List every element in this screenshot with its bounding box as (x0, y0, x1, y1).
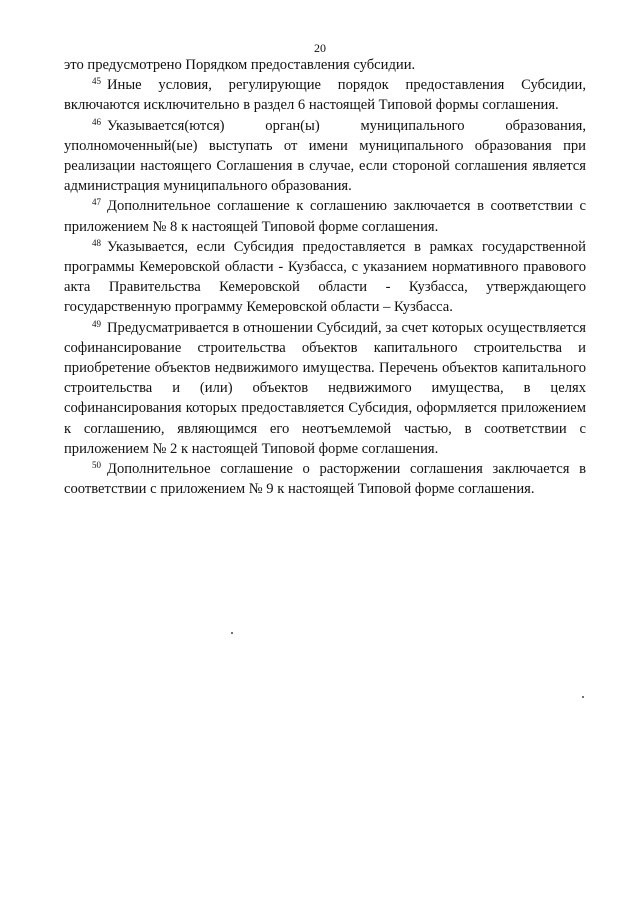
footnote-text: Иные условия, регулирующие порядок предоставления Субсидии, включаются исключительно в раздел 6 настоящей Типовой формы соглашения. (64, 77, 586, 114)
footnote-48 (64, 237, 586, 318)
scan-speck (582, 696, 584, 698)
footnote-text: Указывается, если Субсидия предоставляется в рамках государственной программы Кемеровской области - Кузбасса, с указанием нормативного правового акта Правительства Кемеровской области - Кузбасса, утверждающего государственную программу Кемеровской области – Кузбасса. (64, 238, 586, 316)
footnote-number: 48 (92, 237, 101, 248)
footnote-number: 50 (92, 460, 101, 471)
footnote-46 (64, 116, 586, 197)
footnote-text: Дополнительное соглашение к соглашению заключается в соответствии с приложением № 8 к настоящей Типовой форме соглашения. (64, 198, 586, 235)
footnotes-block (64, 55, 586, 499)
page-number: 20 (314, 41, 326, 55)
footnote-number: 47 (92, 197, 101, 208)
footnote-number: 45 (92, 76, 101, 87)
footnote-number: 46 (92, 116, 101, 127)
footnote-47 (64, 196, 586, 236)
scan-speck (231, 632, 233, 634)
footnote-45 (64, 75, 586, 115)
footnote-text: Указывается(ются) орган(ы) муниципального образования, уполномоченный(ые) выступать от имени муниципального образования при реализации настоящего Соглашения в случае, если стороной соглашения является администрация муниципального образования. (64, 117, 586, 195)
footnote-50 (64, 459, 586, 499)
footnote-text: Предусматривается в отношении Субсидий, за счет которых осуществляется софинансирование строительства объектов капитального строительства и приобретение объектов недвижимого имущества. Перечень объектов капитального строительства и (или) объектов недвижимого имущества, в целях софинансирования которых предоставляется Субсидия, оформляется приложением к соглашению, являющимся его неотъемлемой частью, в соответствии с приложением № 2 к настоящей Типовой форме соглашения. (64, 319, 586, 457)
continuation-text: это предусмотрено Порядком предоставления субсидии. (64, 57, 416, 73)
footnote-number: 49 (92, 318, 101, 329)
footnote-49 (64, 318, 586, 459)
footnote-text: Дополнительное соглашение о расторжении соглашения заключается в соответствии с приложением № 9 к настоящей Типовой форме соглашения. (64, 461, 586, 498)
